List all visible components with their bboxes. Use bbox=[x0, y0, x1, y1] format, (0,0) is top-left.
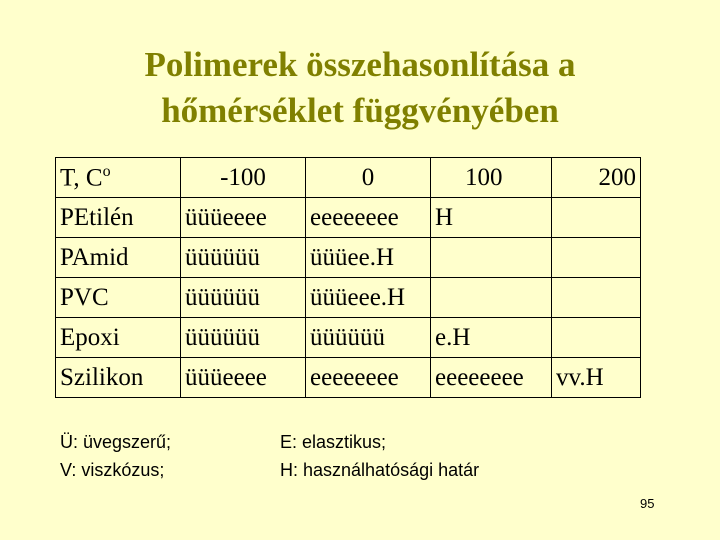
table-cell bbox=[431, 278, 552, 318]
table-cell bbox=[552, 278, 641, 318]
table-row bbox=[56, 278, 641, 318]
polymer-comparison-table bbox=[55, 157, 641, 398]
table-row bbox=[56, 198, 641, 238]
table-header-row bbox=[56, 158, 641, 198]
table-row bbox=[56, 318, 641, 358]
tick-label: -100 bbox=[220, 163, 266, 191]
table-cell: üüüüüü bbox=[181, 238, 306, 278]
header-tick-minus100 bbox=[181, 158, 306, 198]
row-label: PEtilén bbox=[56, 198, 181, 238]
table-cell: eeeeeeee bbox=[306, 198, 431, 238]
legend-item: Ü: üvegszerű; bbox=[60, 432, 172, 452]
title-line-2: hőmérséklet függvényében bbox=[161, 91, 559, 130]
page-number: 95 bbox=[640, 496, 655, 511]
legend-item: H: használhatósági határ bbox=[280, 460, 480, 480]
table-row bbox=[56, 238, 641, 278]
table-cell: H bbox=[431, 198, 552, 238]
table-cell: üüüeeee bbox=[181, 358, 306, 398]
legend-item: E: elasztikus; bbox=[280, 432, 387, 452]
header-tick-0 bbox=[306, 158, 431, 198]
row-label: PVC bbox=[56, 278, 181, 318]
table-cell: üüüee.H bbox=[306, 238, 431, 278]
table-cell: vv.H bbox=[552, 358, 641, 398]
table-cell: üüüeee.H bbox=[306, 278, 431, 318]
tick-label: 200 bbox=[598, 163, 636, 191]
title-line-1: Polimerek összehasonlítása a bbox=[144, 45, 576, 84]
legend-left bbox=[60, 428, 171, 484]
header-temperature-label bbox=[56, 158, 181, 198]
table-cell bbox=[552, 318, 641, 358]
table-cell: üüüüüü bbox=[181, 278, 306, 318]
table-cell bbox=[552, 238, 641, 278]
temperature-label-text: T, C bbox=[60, 164, 103, 192]
table-cell bbox=[431, 238, 552, 278]
tick-label: 100 bbox=[465, 163, 503, 191]
table-cell: e.H bbox=[431, 318, 552, 358]
slide-title bbox=[0, 42, 720, 134]
row-label: PAmid bbox=[56, 238, 181, 278]
header-tick-200 bbox=[552, 158, 641, 198]
row-label: Epoxi bbox=[56, 318, 181, 358]
table-cell: üüüeeee bbox=[181, 198, 306, 238]
header-tick-100 bbox=[431, 158, 552, 198]
table-cell bbox=[552, 198, 641, 238]
row-label: Szilikon bbox=[56, 358, 181, 398]
table-cell: eeeeeeee bbox=[431, 358, 552, 398]
table-cell: eeeeeeee bbox=[306, 358, 431, 398]
table-cell: üüüüüü bbox=[306, 318, 431, 358]
degree-superscript: o bbox=[102, 162, 111, 180]
tick-label: 0 bbox=[361, 163, 375, 191]
legend-right bbox=[280, 428, 479, 484]
legend-item: V: viszkózus; bbox=[60, 460, 165, 480]
table-cell: üüüüüü bbox=[181, 318, 306, 358]
table-row bbox=[56, 358, 641, 398]
